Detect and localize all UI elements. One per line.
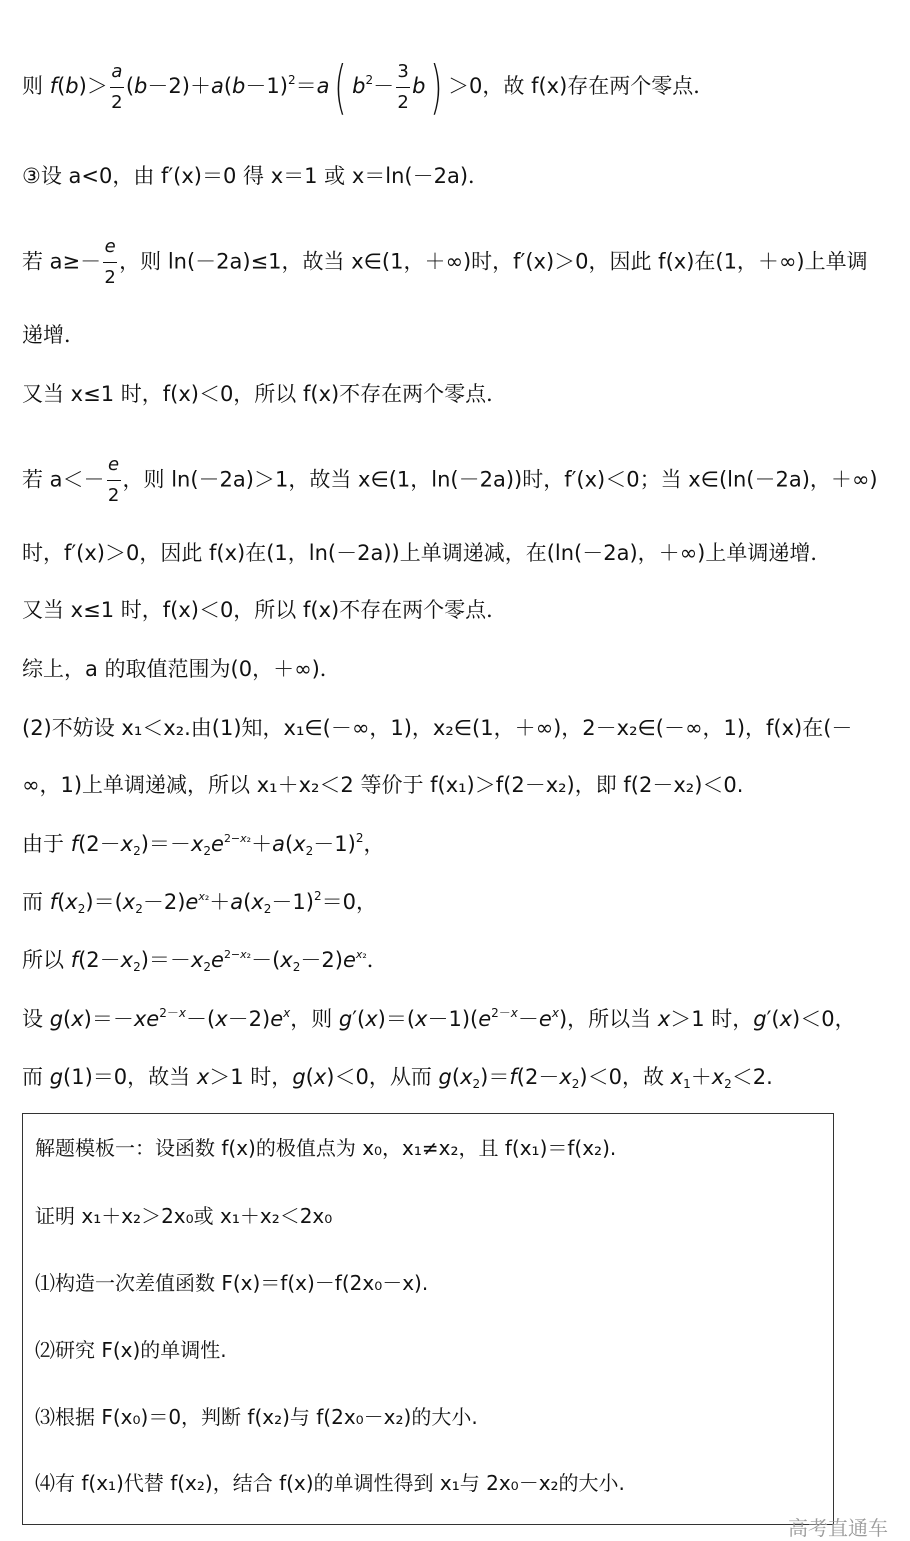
- template-step-4: ⑷有 f(x₁)代替 f(x₂)，结合 f(x)的单调性得到 x₁与 2x₀－x₂的大小.: [35, 1471, 625, 1495]
- monotonic-line: 时，f′(x)＞0，因此 f(x)在(1，ln(－2a))上单调递减，在(ln(－2a)，＋∞)上单调递增．: [22, 541, 832, 565]
- template-goal: 证明 x₁＋x₂＞2x₀或 x₁＋x₂＜2x₀: [35, 1204, 333, 1228]
- equation-substitute: 所以 $f(2-x_2)=-x_2e^{2-x_2}-(x_2-2)e^{x_2}$．: [22, 948, 388, 974]
- formula-b: b: [412, 74, 426, 98]
- fraction-e-over-2: $\frac{e}{2}$: [104, 236, 116, 288]
- line1-text: ＞0，故 f(x)存在两个零点．: [448, 74, 715, 98]
- formula-prefix: 则 f(b)＞: [22, 74, 108, 98]
- template-step-2: ⑵研究 F(x)的单调性.: [35, 1338, 227, 1362]
- case-a-ge-line: 若 a≥－ $\frac{e}{2}$ ，则 ln(－2a)≤1，故当 x∈(1，＋∞)时，f′(x)＞0，因此 f(x)在(1，＋∞)上单调: [22, 236, 868, 288]
- part2-line-2: ∞，1)上单调递减，所以 x₁＋x₂＜2 等价于 f(x₁)＞f(2－x₂)，即 f(2－x₂)＜0.: [22, 773, 744, 797]
- formula-middle: $(b-2)+a(b-1)^2=a$: [125, 73, 330, 98]
- increasing-line: 递增．: [22, 323, 85, 347]
- template-title: 解题模板一：设函数 f(x)的极值点为 x₀，x₁≠x₂，且 f(x₁)＝f(x₂).: [35, 1136, 617, 1160]
- template-step-3: ⑶根据 F(x₀)＝0，判断 f(x₂)与 f(2x₀－x₂)的大小.: [35, 1405, 478, 1429]
- template-step-1: ⑴构造一次差值函数 F(x)＝f(x)－f(2x₀－x).: [35, 1271, 429, 1295]
- right-paren: ): [430, 53, 443, 121]
- conclusion-line: 综上，a 的取值范围为(0，＋∞)．: [22, 657, 341, 681]
- template-box: [22, 1113, 834, 1525]
- final-conclusion-line: 而 g(1)＝0，故当 x＞1 时，g(x)＜0，从而 $g(x_2)=f(2-x_2)<0$，故 $x_1+x_2<2$.: [22, 1065, 773, 1091]
- part2-line-1: (2)不妨设 x₁＜x₂.由(1)知，x₁∈(－∞，1)，x₂∈(1，＋∞)，2－x₂∈(－∞，1)，f(x)在(－: [22, 716, 853, 740]
- fraction-3-over-2: $\frac{3}{2}$: [397, 60, 409, 113]
- no-two-zeros-line-1: 又当 x≤1 时，f(x)＜0，所以 f(x)不存在两个零点．: [22, 382, 508, 406]
- case-a-lt-line: 若 a＜－ $\frac{e}{2}$ ，则 ln(－2a)＞1，故当 x∈(1，ln(－2a))时，f′(x)＜0；当 x∈(ln(－2a)，＋∞): [22, 454, 878, 506]
- fraction-e-over-2-second: $\frac{e}{2}$: [107, 454, 120, 506]
- left-paren: (: [334, 53, 347, 121]
- equation-f-2-minus-x2: 由于 $f(2-x_2)=-x_2e^{2-x_2}+a(x_2-1)^2$，: [22, 831, 385, 858]
- fraction-a-over-2: $\frac{a}{2}$: [111, 60, 123, 113]
- define-g-line: 设 $g(x)=-xe^{2-x}-(x-2)e^x$，则 $g'(x)=(x-1)(e^{2-x}-e^x)$，所以当 x＞1 时，g′(x)＜0，: [22, 1006, 856, 1031]
- equation-f-x2: 而 $f(x_2)=(x_2-2)e^{x_2}+a(x_2-1)^2=0$，: [22, 889, 377, 916]
- no-two-zeros-line-2: 又当 x≤1 时，f(x)＜0，所以 f(x)不存在两个零点．: [22, 598, 508, 622]
- case3-line: ③设 a<0，由 f′(x)＝0 得 x＝1 或 x＝ln(－2a)．: [22, 164, 490, 188]
- formula-b2: $b^2-$: [352, 73, 395, 98]
- watermark: 高考直通车: [788, 1516, 888, 1540]
- inequality-line: [22, 53, 715, 121]
